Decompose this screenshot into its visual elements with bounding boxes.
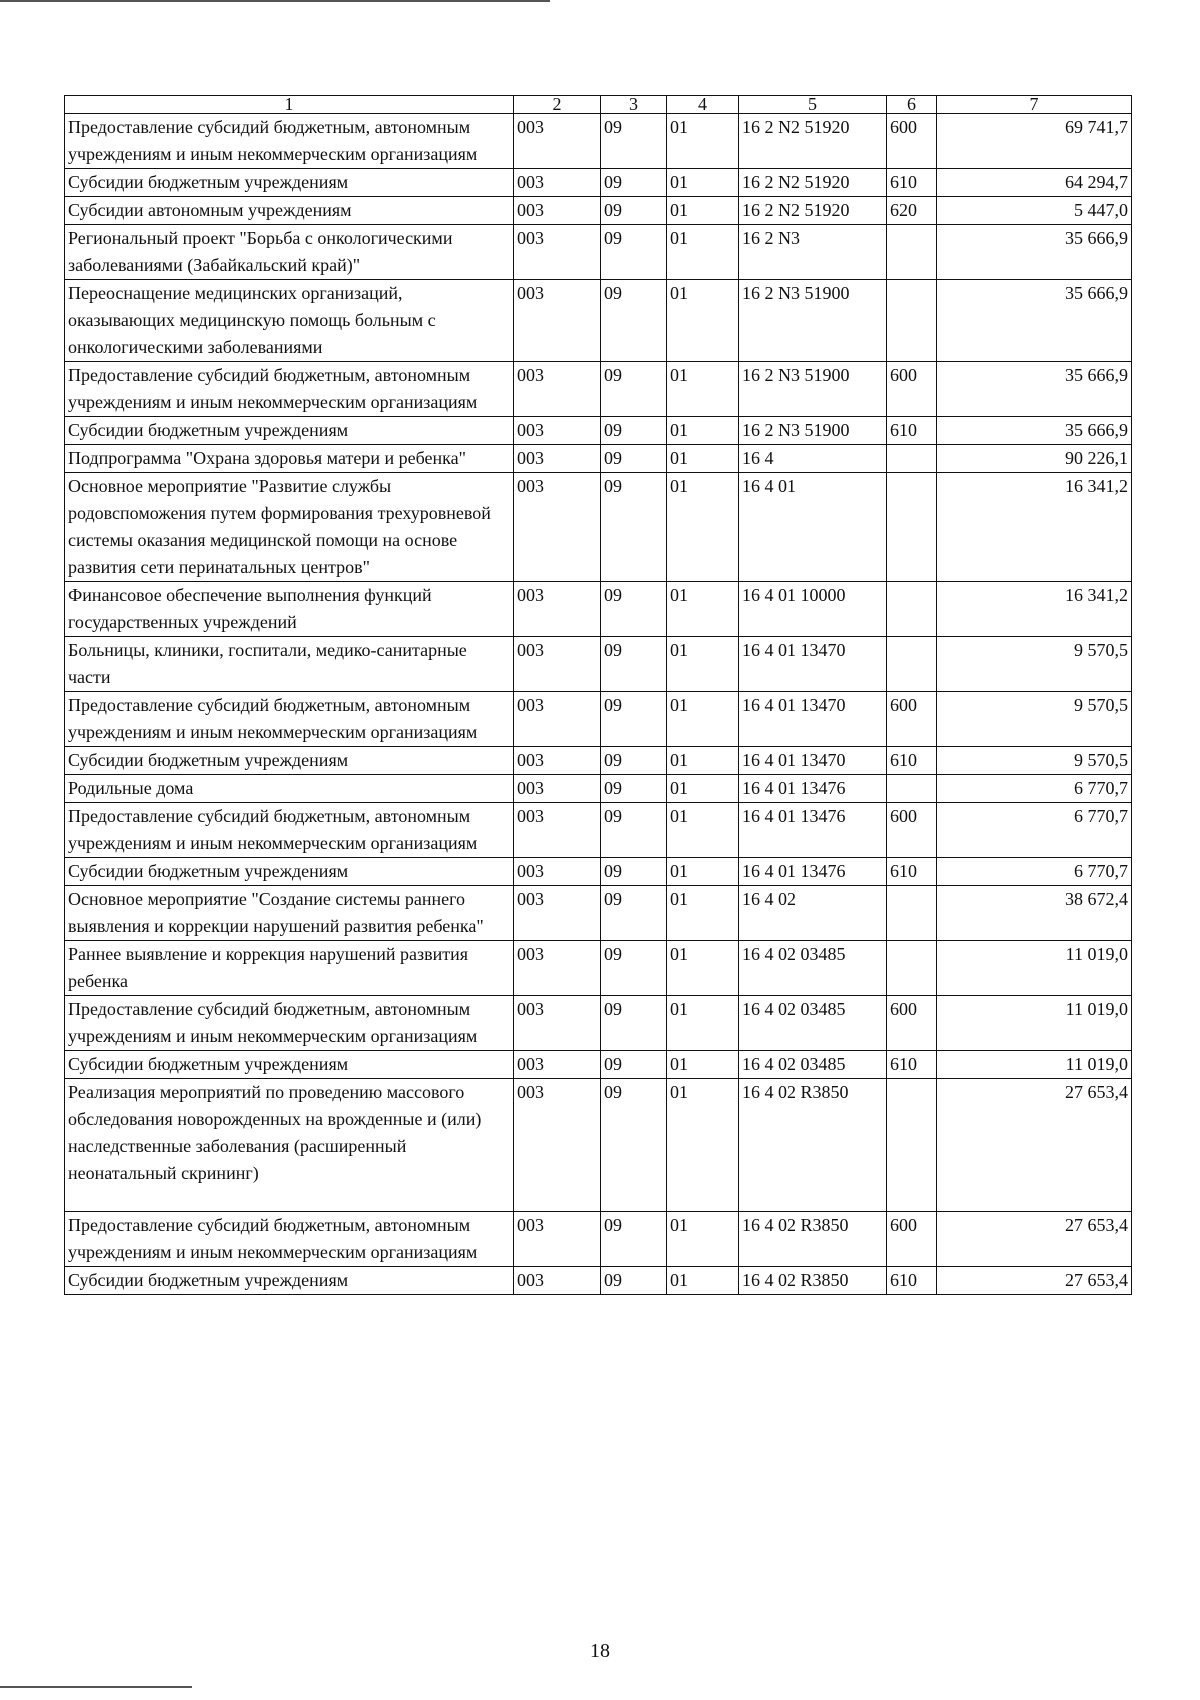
row-ministry: 003 (514, 941, 601, 996)
row-section: 09 (601, 1051, 667, 1079)
row-expense-type (887, 445, 937, 473)
row-ministry: 003 (514, 886, 601, 941)
row-subsection: 01 (667, 417, 739, 445)
row-subsection: 01 (667, 197, 739, 225)
row-expense-type: 610 (887, 858, 937, 886)
row-target-article: 16 4 (739, 445, 887, 473)
bottom-scan-line (0, 1686, 192, 1688)
row-subsection: 01 (667, 225, 739, 280)
table-row (65, 1051, 1132, 1079)
row-target-article: 16 4 02 R3850 (739, 1267, 887, 1295)
row-amount: 9 570,5 (937, 637, 1132, 692)
row-amount: 35 666,9 (937, 362, 1132, 417)
page-number: 18 (590, 1640, 610, 1662)
row-section: 09 (601, 1212, 667, 1267)
row-target-article: 16 2 N3 51900 (739, 362, 887, 417)
row-ministry: 003 (514, 747, 601, 775)
row-name: Предоставление субсидий бюджетным, автономным учреждениям и иным некоммерческим организациям (65, 996, 514, 1051)
row-name: Финансовое обеспечение выполнения функций государственных учреждений (65, 582, 514, 637)
row-target-article: 16 4 02 R3850 (739, 1079, 887, 1212)
header-row (65, 96, 1132, 114)
row-amount: 6 770,7 (937, 803, 1132, 858)
table-row (65, 747, 1132, 775)
row-subsection: 01 (667, 445, 739, 473)
row-target-article: 16 4 01 10000 (739, 582, 887, 637)
row-target-article: 16 4 01 (739, 473, 887, 582)
row-amount: 69 741,7 (937, 114, 1132, 169)
table-row (65, 941, 1132, 996)
row-name: Региональный проект "Борьба с онкологическими заболеваниями (Забайкальский край)" (65, 225, 514, 280)
row-target-article: 16 2 N3 51900 (739, 280, 887, 362)
row-expense-type (887, 225, 937, 280)
row-amount: 6 770,7 (937, 775, 1132, 803)
table-row (65, 1267, 1132, 1295)
table-row (65, 1079, 1132, 1212)
row-target-article: 16 2 N3 (739, 225, 887, 280)
top-scan-line (0, 0, 550, 2)
row-amount: 64 294,7 (937, 169, 1132, 197)
col-header-3: 3 (601, 96, 667, 114)
row-subsection: 01 (667, 1079, 739, 1212)
row-ministry: 003 (514, 114, 601, 169)
row-expense-type (887, 941, 937, 996)
row-subsection: 01 (667, 996, 739, 1051)
row-expense-type: 610 (887, 417, 937, 445)
row-expense-type (887, 1079, 937, 1212)
row-subsection: 01 (667, 747, 739, 775)
row-ministry: 003 (514, 445, 601, 473)
row-name: Подпрограмма "Охрана здоровья матери и ребенка" (65, 445, 514, 473)
row-amount: 9 570,5 (937, 692, 1132, 747)
row-section: 09 (601, 114, 667, 169)
row-expense-type: 600 (887, 362, 937, 417)
row-expense-type: 610 (887, 747, 937, 775)
row-ministry: 003 (514, 417, 601, 445)
row-section: 09 (601, 1267, 667, 1295)
row-expense-type (887, 886, 937, 941)
table-row (65, 775, 1132, 803)
row-ministry: 003 (514, 225, 601, 280)
row-expense-type: 620 (887, 197, 937, 225)
row-section: 09 (601, 692, 667, 747)
row-ministry: 003 (514, 692, 601, 747)
row-amount: 11 019,0 (937, 996, 1132, 1051)
row-section: 09 (601, 417, 667, 445)
table-row (65, 803, 1132, 858)
row-subsection: 01 (667, 886, 739, 941)
row-section: 09 (601, 803, 667, 858)
row-target-article: 16 4 01 13470 (739, 637, 887, 692)
table-row (65, 280, 1132, 362)
row-section: 09 (601, 637, 667, 692)
row-ministry: 003 (514, 169, 601, 197)
row-ministry: 003 (514, 473, 601, 582)
row-subsection: 01 (667, 941, 739, 996)
row-name: Субсидии бюджетным учреждениям (65, 417, 514, 445)
row-amount: 9 570,5 (937, 747, 1132, 775)
table-row (65, 197, 1132, 225)
row-target-article: 16 2 N2 51920 (739, 169, 887, 197)
col-header-7: 7 (937, 96, 1132, 114)
row-section: 09 (601, 225, 667, 280)
row-target-article: 16 4 01 13470 (739, 747, 887, 775)
row-amount: 35 666,9 (937, 417, 1132, 445)
row-section: 09 (601, 1079, 667, 1212)
row-expense-type (887, 775, 937, 803)
row-name: Предоставление субсидий бюджетным, автономным учреждениям и иным некоммерческим организациям (65, 803, 514, 858)
row-subsection: 01 (667, 775, 739, 803)
table-row (65, 858, 1132, 886)
row-amount: 6 770,7 (937, 858, 1132, 886)
row-ministry: 003 (514, 803, 601, 858)
row-ministry: 003 (514, 362, 601, 417)
row-ministry: 003 (514, 1212, 601, 1267)
row-name: Родильные дома (65, 775, 514, 803)
row-section: 09 (601, 996, 667, 1051)
row-expense-type: 610 (887, 169, 937, 197)
table-row (65, 473, 1132, 582)
row-amount: 16 341,2 (937, 582, 1132, 637)
row-amount: 35 666,9 (937, 225, 1132, 280)
row-target-article: 16 4 01 13470 (739, 692, 887, 747)
row-section: 09 (601, 473, 667, 582)
row-ministry: 003 (514, 858, 601, 886)
row-subsection: 01 (667, 362, 739, 417)
table-row (65, 114, 1132, 169)
row-ministry: 003 (514, 775, 601, 803)
row-section: 09 (601, 169, 667, 197)
col-header-2: 2 (514, 96, 601, 114)
table-row (65, 886, 1132, 941)
row-ministry: 003 (514, 280, 601, 362)
row-ministry: 003 (514, 1079, 601, 1212)
col-header-4: 4 (667, 96, 739, 114)
budget-table (64, 95, 1132, 1295)
row-expense-type (887, 637, 937, 692)
row-subsection: 01 (667, 1212, 739, 1267)
col-header-5: 5 (739, 96, 887, 114)
row-section: 09 (601, 582, 667, 637)
row-amount: 35 666,9 (937, 280, 1132, 362)
row-target-article: 16 4 02 03485 (739, 1051, 887, 1079)
row-subsection: 01 (667, 637, 739, 692)
row-name: Предоставление субсидий бюджетным, автономным учреждениям и иным некоммерческим организациям (65, 692, 514, 747)
row-name: Субсидии бюджетным учреждениям (65, 1267, 514, 1295)
row-subsection: 01 (667, 858, 739, 886)
row-expense-type (887, 473, 937, 582)
row-target-article: 16 4 01 13476 (739, 858, 887, 886)
row-amount: 27 653,4 (937, 1079, 1132, 1212)
table-row (65, 225, 1132, 280)
row-ministry: 003 (514, 1267, 601, 1295)
row-section: 09 (601, 362, 667, 417)
row-expense-type: 610 (887, 1267, 937, 1295)
row-section: 09 (601, 280, 667, 362)
row-target-article: 16 4 02 R3850 (739, 1212, 887, 1267)
col-header-6: 6 (887, 96, 937, 114)
table-row (65, 996, 1132, 1051)
row-subsection: 01 (667, 582, 739, 637)
row-amount: 27 653,4 (937, 1267, 1132, 1295)
row-target-article: 16 2 N2 51920 (739, 197, 887, 225)
row-amount: 38 672,4 (937, 886, 1132, 941)
row-section: 09 (601, 858, 667, 886)
row-name: Субсидии бюджетным учреждениям (65, 747, 514, 775)
row-name: Переоснащение медицинских организаций, оказывающих медицинскую помощь больным с онкологическими заболеваниями (65, 280, 514, 362)
row-target-article: 16 4 02 (739, 886, 887, 941)
row-name: Субсидии автономным учреждениям (65, 197, 514, 225)
row-name: Основное мероприятие "Развитие службы родовспоможения путем формирования трехуровневой системы оказания медицинской помощи на основе развития сети перинатальных центров" (65, 473, 514, 582)
row-section: 09 (601, 445, 667, 473)
table-row (65, 1212, 1132, 1267)
table-row (65, 692, 1132, 747)
row-subsection: 01 (667, 169, 739, 197)
row-section: 09 (601, 747, 667, 775)
row-expense-type: 600 (887, 692, 937, 747)
row-target-article: 16 4 02 03485 (739, 996, 887, 1051)
table-row (65, 362, 1132, 417)
table-row (65, 169, 1132, 197)
row-expense-type: 600 (887, 996, 937, 1051)
row-ministry: 003 (514, 197, 601, 225)
row-subsection: 01 (667, 1267, 739, 1295)
row-subsection: 01 (667, 473, 739, 582)
row-name: Предоставление субсидий бюджетным, автономным учреждениям и иным некоммерческим организациям (65, 1212, 514, 1267)
table-row (65, 445, 1132, 473)
row-name: Реализация мероприятий по проведению массового обследования новорожденных на врожденные и (или) наследственные заболевания (расширенный неонатальный скрининг) (65, 1079, 514, 1212)
row-target-article: 16 2 N3 51900 (739, 417, 887, 445)
table-row (65, 582, 1132, 637)
row-section: 09 (601, 775, 667, 803)
row-expense-type (887, 280, 937, 362)
row-name: Больницы, клиники, госпитали, медико-санитарные части (65, 637, 514, 692)
row-target-article: 16 4 02 03485 (739, 941, 887, 996)
row-expense-type (887, 582, 937, 637)
row-subsection: 01 (667, 1051, 739, 1079)
row-subsection: 01 (667, 280, 739, 362)
row-name: Субсидии бюджетным учреждениям (65, 169, 514, 197)
row-target-article: 16 2 N2 51920 (739, 114, 887, 169)
row-amount: 11 019,0 (937, 941, 1132, 996)
col-header-1: 1 (65, 96, 514, 114)
table-row (65, 417, 1132, 445)
row-expense-type: 600 (887, 1212, 937, 1267)
row-subsection: 01 (667, 114, 739, 169)
row-name: Субсидии бюджетным учреждениям (65, 1051, 514, 1079)
row-expense-type: 610 (887, 1051, 937, 1079)
row-amount: 27 653,4 (937, 1212, 1132, 1267)
row-ministry: 003 (514, 582, 601, 637)
row-amount: 5 447,0 (937, 197, 1132, 225)
row-ministry: 003 (514, 1051, 601, 1079)
row-ministry: 003 (514, 996, 601, 1051)
row-section: 09 (601, 197, 667, 225)
row-expense-type: 600 (887, 803, 937, 858)
row-section: 09 (601, 886, 667, 941)
row-name: Основное мероприятие "Создание системы раннего выявления и коррекции нарушений развития ребенка" (65, 886, 514, 941)
row-amount: 11 019,0 (937, 1051, 1132, 1079)
row-name: Предоставление субсидий бюджетным, автономным учреждениям и иным некоммерческим организациям (65, 114, 514, 169)
row-subsection: 01 (667, 803, 739, 858)
row-expense-type: 600 (887, 114, 937, 169)
row-target-article: 16 4 01 13476 (739, 775, 887, 803)
row-name: Субсидии бюджетным учреждениям (65, 858, 514, 886)
row-subsection: 01 (667, 692, 739, 747)
row-target-article: 16 4 01 13476 (739, 803, 887, 858)
row-amount: 90 226,1 (937, 445, 1132, 473)
table-row (65, 637, 1132, 692)
row-amount: 16 341,2 (937, 473, 1132, 582)
row-section: 09 (601, 941, 667, 996)
row-ministry: 003 (514, 637, 601, 692)
row-name: Предоставление субсидий бюджетным, автономным учреждениям и иным некоммерческим организациям (65, 362, 514, 417)
row-name: Раннее выявление и коррекция нарушений развития ребенка (65, 941, 514, 996)
